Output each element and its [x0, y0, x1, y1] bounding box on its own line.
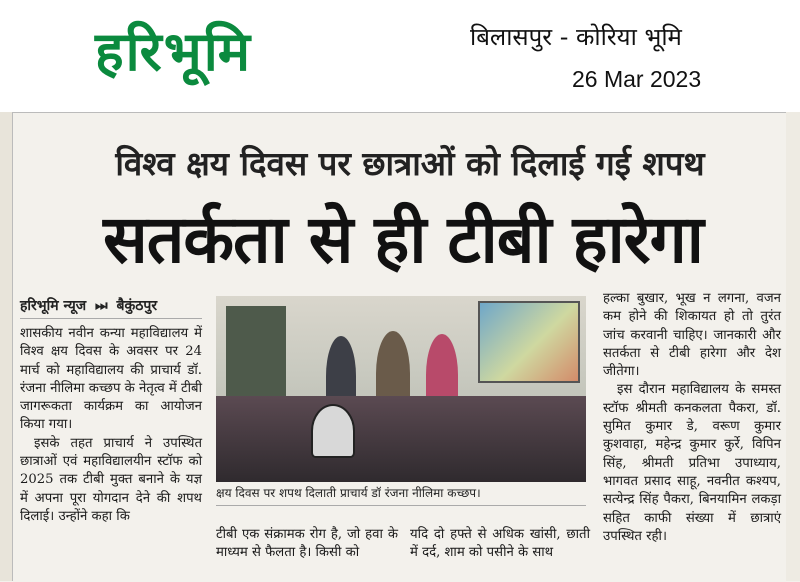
photo-mural: [478, 301, 580, 383]
article-kicker: विश्व क्षय दिवस पर छात्राओं को दिलाई गई शपथ: [115, 144, 705, 183]
publication-date: 26 Mar 2023: [572, 66, 702, 92]
article-column-2: टीबी एक संक्रामक रोग है, जो हवा के माध्यम से फैलता है। किसी को: [216, 527, 398, 561]
article-headline: सतर्कता से ही टीबी हारेगा: [103, 201, 703, 278]
byline-place: बैकुंठपुर: [116, 298, 158, 314]
byline-source: हरिभूमि न्यूज: [20, 298, 87, 314]
article-column-1: [20, 325, 202, 526]
paragraph: इसके तहत प्राचार्य ने उपस्थित छात्राओं एवं महाविद्यालयीन स्टॉफ को 2025 तक टीबी मुक्त बनाने के यज्ञ में अपना पूरा योगदान देने की शपथ दिलाई। उन्होंने कहा कि: [20, 435, 202, 524]
photo-phone: [311, 404, 355, 458]
adjacent-column-left: [0, 112, 13, 581]
article-column-4: [603, 290, 781, 546]
photo-students: [216, 396, 586, 482]
edition-name: बिलासपुर - कोरिया भूमि: [470, 23, 682, 51]
photo-caption: क्षय दिवस पर शपथ दिलाती प्राचार्य डॉ रंजना नीलिमा कच्छप।: [216, 486, 481, 500]
paragraph: इस दौरान महाविद्यालय के समस्त स्टॉफ श्रीमती कनकलता पैकरा, डॉ. सुमित कुमार डे, वरूण कुमार कुशवाहा, महेन्द्र कुमार कुर्रे, विपिन सिंह, श्रीमती प्रतिभा उपाध्याय, भागवत प्रसाद साहू, नवनीत कश्यप, सत्येन्द्र सिंह पैकरा, बिनयामिन लकड़ा सहित काफी संख्या में छात्राएं उपस्थित रही।: [603, 382, 781, 544]
paragraph: हल्का बुखार, भूख न लगना, वजन कम होने की शिकायत हो तो तुरंत जांच करवानी चाहिए। जानकारी और सतर्कता से टीबी हारेगा और देश जीतेगा।: [603, 291, 781, 380]
divider: [216, 505, 586, 506]
divider: [20, 318, 202, 319]
byline-arrow-icon: ⏭: [95, 298, 108, 314]
byline: [20, 296, 157, 315]
paragraph: शासकीय नवीन कन्या महाविद्यालय में विश्व क्षय दिवस के अवसर पर 24 मार्च को महाविद्यालय की प्राचार्य डॉ. रंजना नीलिमा कच्छप के नेतृत्व में टीबी जागरूकता कार्यक्रम का आयोजन किया गया।: [20, 326, 202, 433]
adjacent-column-right: [786, 112, 800, 581]
photo-notice-board: [226, 306, 286, 396]
article-photo: [216, 296, 586, 482]
article-column-3: यदि दो हफ्ते से अधिक खांसी, छाती में दर्द, शाम को पसीने के साथ: [410, 527, 590, 561]
header: [0, 0, 800, 112]
newspaper-logo: हरिभूमि: [95, 20, 252, 83]
